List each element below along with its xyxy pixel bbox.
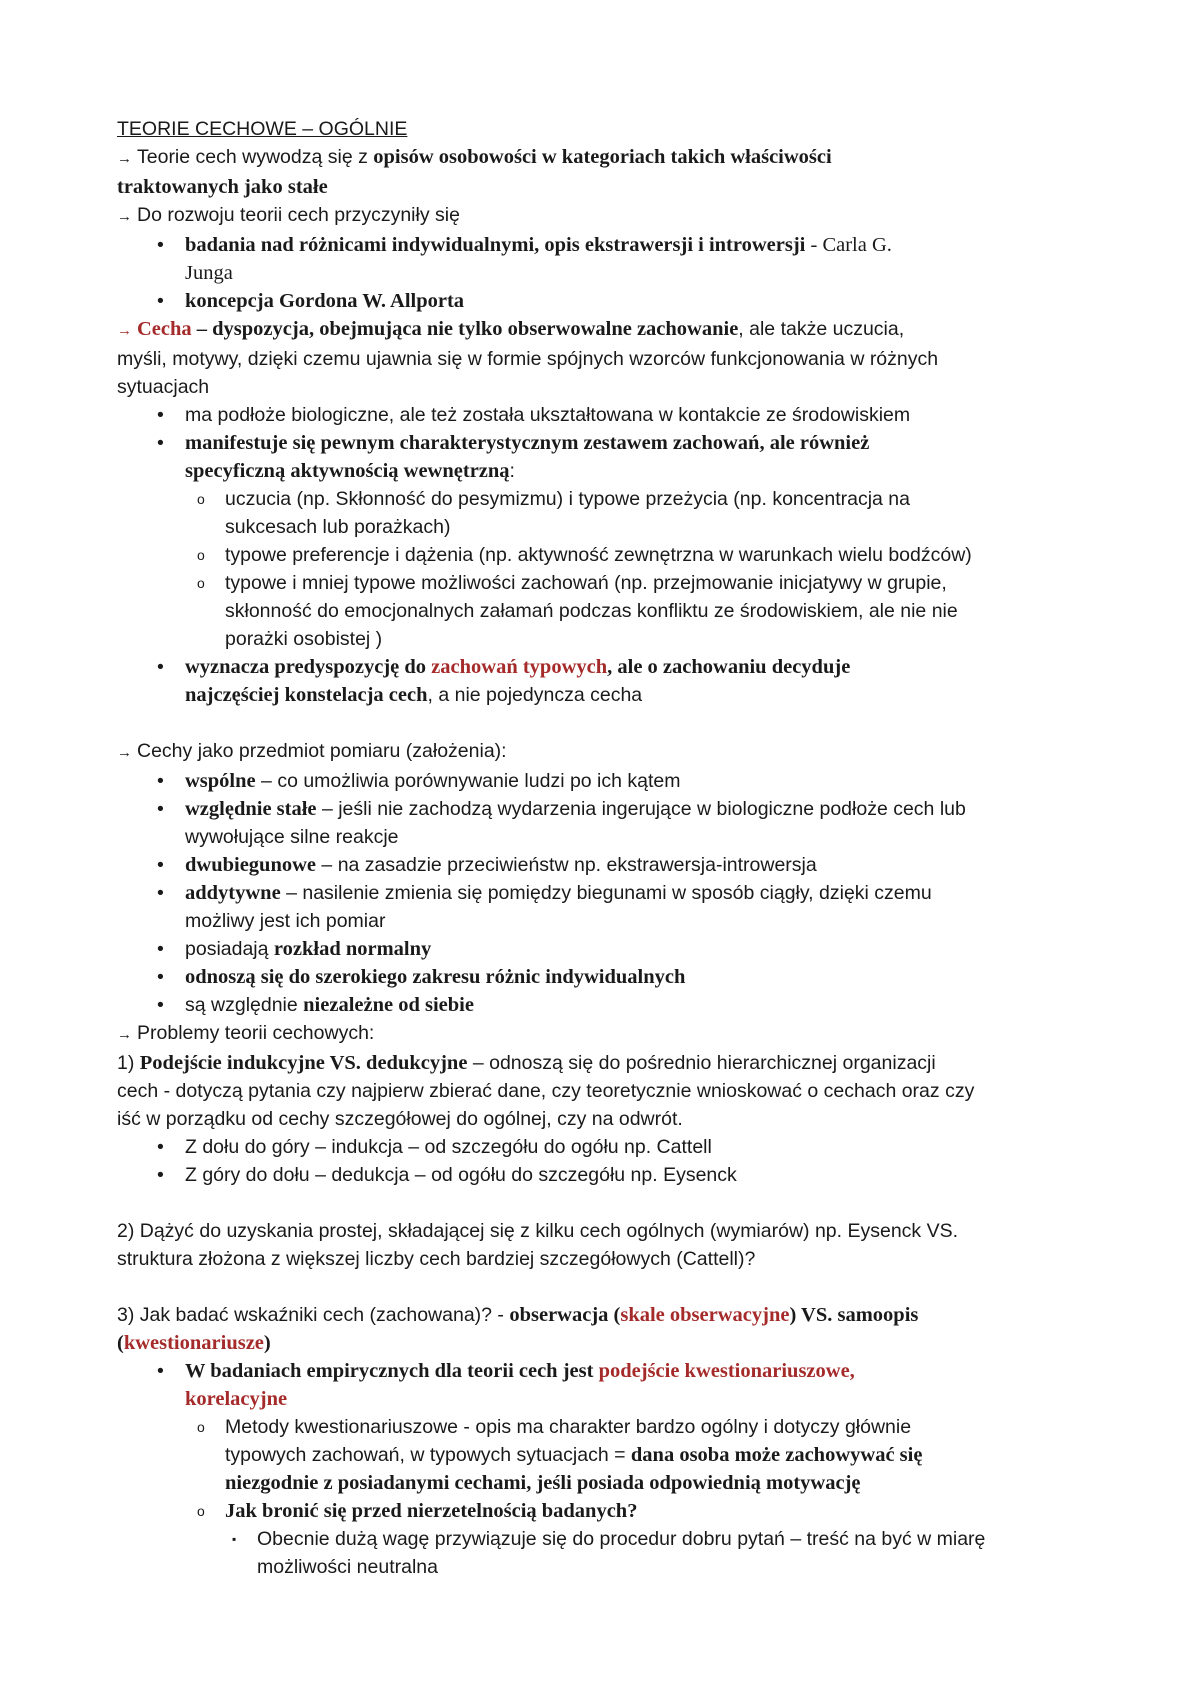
circle-bullet-icon: o xyxy=(197,491,205,507)
arrow-right-icon: → xyxy=(117,150,132,167)
sub-list-item: o typowe preferencje i dążenia (np. aktywność zewnętrzna w warunkach wielu bodźców) xyxy=(117,541,1097,569)
list-item: • badania nad różnicami indywidualnymi, opis ekstrawersji i introwersji - Carla G. xyxy=(117,231,1097,259)
paragraph-trait-definition: → Cecha – dyspozycja, obejmująca nie tylko obserwowalne zachowanie, ale także uczucia, xyxy=(117,315,1097,345)
list-item: • względnie stałe – jeśli nie zachodzą wydarzenia ingerujące w biologiczne podłoże cech lub xyxy=(117,795,1097,823)
list-item: • koncepcja Gordona W. Allporta xyxy=(117,287,1097,315)
sub-list-item: o Metody kwestionariuszowe - opis ma charakter bardzo ogólny i dotyczy głównie xyxy=(117,1413,1097,1441)
bullet-icon: • xyxy=(157,882,164,904)
list-item: • W badaniach empirycznych dla teorii cech jest podejście kwestionariuszowe, xyxy=(117,1357,1097,1385)
document-title: TEORIE CECHOWE – OGÓLNIE xyxy=(117,118,408,140)
bullet-icon: • xyxy=(157,1360,164,1382)
list-item: • Z dołu do góry – indukcja – od szczegółu do ogółu np. Cattell xyxy=(117,1133,1097,1161)
bullet-icon: • xyxy=(157,854,164,876)
arrow-right-icon: → xyxy=(117,322,132,339)
circle-bullet-icon: o xyxy=(197,1503,205,1519)
bullet-icon: • xyxy=(157,656,164,678)
circle-bullet-icon: o xyxy=(197,1419,205,1435)
sub-list-item: o Jak bronić się przed nierzetelnością badanych? xyxy=(117,1497,1097,1525)
circle-bullet-icon: o xyxy=(197,575,205,591)
list-item: • ma podłoże biologiczne, ale też została ukształtowana w kontakcie ze środowiskiem xyxy=(117,401,1097,429)
list-item: • posiadają rozkład normalny xyxy=(117,935,1097,963)
list-item: • manifestuje się pewnym charakterystycznym zestawem zachowań, ale również xyxy=(117,429,1097,457)
square-bullet-icon: ▪ xyxy=(232,1532,237,1546)
list-item: • są względnie niezależne od siebie xyxy=(117,991,1097,1019)
arrow-right-icon: → xyxy=(117,208,132,225)
list-item: • wyznacza predyspozycję do zachowań typowych, ale o zachowaniu decyduje xyxy=(117,653,1097,681)
circle-bullet-icon: o xyxy=(197,547,205,563)
paragraph-problems: → Problemy teorii cechowych: xyxy=(117,1019,1097,1049)
arrow-right-icon: → xyxy=(117,1026,132,1043)
sub-list-item: o uczucia (np. Skłonność do pesymizmu) i typowe przeżycia (np. koncentracja na xyxy=(117,485,1097,513)
problem-2: 2) Dążyć do uzyskania prostej, składającej się z kilku cech ogólnych (wymiarów) np. Eysenck VS. xyxy=(117,1220,959,1242)
sub-sub-list-item: ▪ Obecnie dużą wagę przywiązuje się do procedur dobru pytań – treść na być w miarę xyxy=(117,1525,1097,1553)
sub-list-item: o typowe i mniej typowe możliwości zachowań (np. przejmowanie inicjatywy w grupie, xyxy=(117,569,1097,597)
bullet-icon: • xyxy=(157,938,164,960)
bullet-icon: • xyxy=(157,404,164,426)
document-page: TEORIE CECHOWE – OGÓLNIE → Teorie cech wywodzą się z opisów osobowości w kategoriach takich właściwości traktowanych jako stałe → Do rozwoju teorii cech przyczyniły się • badania nad różnicami indywidualnymi, opis ekstrawersji i introwersji - Carla G. Junga • koncepcja Gordona W. Allporta → Cecha – dyspozycja, obejmująca nie tylko obserwowalne zachowanie, ale także uczucia, myśli, motywy, dzięki czemu ujawnia się w formie spójnych wzorców funkcjonowania w różnych sytuacjach • ma podłoże biologiczne, ale też została ukształtowana w kontakcie ze środowiskiem • manifestuje się pewnym charakterystycznym zestawem zachowań, ale również specyficzną aktywnością wewnętrzną: o uczucia (np. Skłonność do pesymizmu) i typowe przeżycia (np. koncentracja na sukcesach lub porażkach) o typowe preferencje i dążenia (np. aktywność zewnętrzna w warunkach wielu bodźców) o typowe i mniej typowe możliwości zachowań (np. przejmowanie inicjatywy w grupie, skłonność do emocjonalnych załamań podczas konfliktu ze środowiskiem, ale nie nie porażki osobistej ) • wyznacza predyspozycję do zachowań typowych, ale o zachowaniu decyduje najczęściej konstelacja cech, a nie pojedyncza cecha → Cechy jako przedmiot pomiaru (założenia): • wspólne – co umożliwia porównywanie ludzi po ich kątem • względnie stałe – jeśli nie zachodzą wydarzenia ingerujące w biologiczne podłoże cech lub wywołujące silne reakcje • dwubiegunowe – na zasadzie przeciwieństw np. ekstrawersja-introwersja • addytywne – nasilenie zmienia się pomiędzy biegunami w sposób ciągły, dzięki czemu możliwy jest ich pomiar • posiadają rozkład normalny • odnoszą się do szerokiego zakresu różnic indywidualnych • są względnie niezależne od siebie → Problemy teorii cechowych: 1) Podejście indukcyjne VS. dedukcyjne – odnoszą się do pośrednio hierarchicznej organizacji cech - dotyczą pytania czy najpierw zbierać dane, czy teoretycznie wnioskować o cechach oraz czy iść w porządku od cechy szczegółowej do ogólnej, czy na odwrót. • Z dołu do góry – indukcja – od szczegółu do ogółu np. Cattell • Z góry do dołu – dedukcja – od ogółu do szczegółu np. Eysenck 2) Dążyć do uzyskania prostej, składającej się z kilku cech ogólnych (wymiarów) np. Eysenck VS. struktura złożona z większej liczby cech bardziej szczegółowych (Cattell)? 3) Jak badać wskaźniki cech (zachowana)? - obserwacja (skale obserwacyjne) VS. samoopis (kwestionariusze) • W badaniach empirycznych dla teorii cech jest podejście kwestionariuszowe, korelacyjne o Metody kwestionariuszowe - opis ma charakter bardzo ogólny i dotyczy głównie typowych zachowań, w typowych sytuacjach = dana osoba może zachowywać się niezgodnie z posiadanymi cechami, jeśli posiada odpowiednią motywację o Jak bronić się przed nierzetelnością badanych? ▪ Obecnie dużą wagę przywiązuje się do procedur dobru pytań – treść na być w miarę możliwości neutralna xyxy=(117,115,1097,1581)
list-item: • odnoszą się do szerokiego zakresu różnic indywidualnych xyxy=(117,963,1097,991)
paragraph-origin: → Teorie cech wywodzą się z opisów osobowości w kategoriach takich właściwości xyxy=(117,143,1097,173)
arrow-right-icon: → xyxy=(117,744,132,761)
bullet-icon: • xyxy=(157,770,164,792)
list-item: • addytywne – nasilenie zmienia się pomiędzy biegunami w sposób ciągły, dzięki czemu xyxy=(117,879,1097,907)
bullet-icon: • xyxy=(157,1164,164,1186)
paragraph-contributors: → Do rozwoju teorii cech przyczyniły się xyxy=(117,201,1097,231)
problem-1: 1) Podejście indukcyjne VS. dedukcyjne – odnoszą się do pośrednio hierarchicznej organizacji xyxy=(117,1052,936,1074)
problem-3: 3) Jak badać wskaźniki cech (zachowana)? - obserwacja (skale obserwacyjne) VS. samoopis xyxy=(117,1304,919,1326)
list-item: • wspólne – co umożliwia porównywanie ludzi po ich kątem xyxy=(117,767,1097,795)
bullet-icon: • xyxy=(157,432,164,454)
list-item: • dwubiegunowe – na zasadzie przeciwieństw np. ekstrawersja-introwersja xyxy=(117,851,1097,879)
bullet-icon: • xyxy=(157,1136,164,1158)
bullet-icon: • xyxy=(157,798,164,820)
bullet-icon: • xyxy=(157,234,164,256)
paragraph-measurement: → Cechy jako przedmiot pomiaru (założenia): xyxy=(117,737,1097,767)
list-item: • Z góry do dołu – dedukcja – od ogółu do szczegółu np. Eysenck xyxy=(117,1161,1097,1189)
bullet-icon: • xyxy=(157,994,164,1016)
bullet-icon: • xyxy=(157,290,164,312)
bullet-icon: • xyxy=(157,966,164,988)
